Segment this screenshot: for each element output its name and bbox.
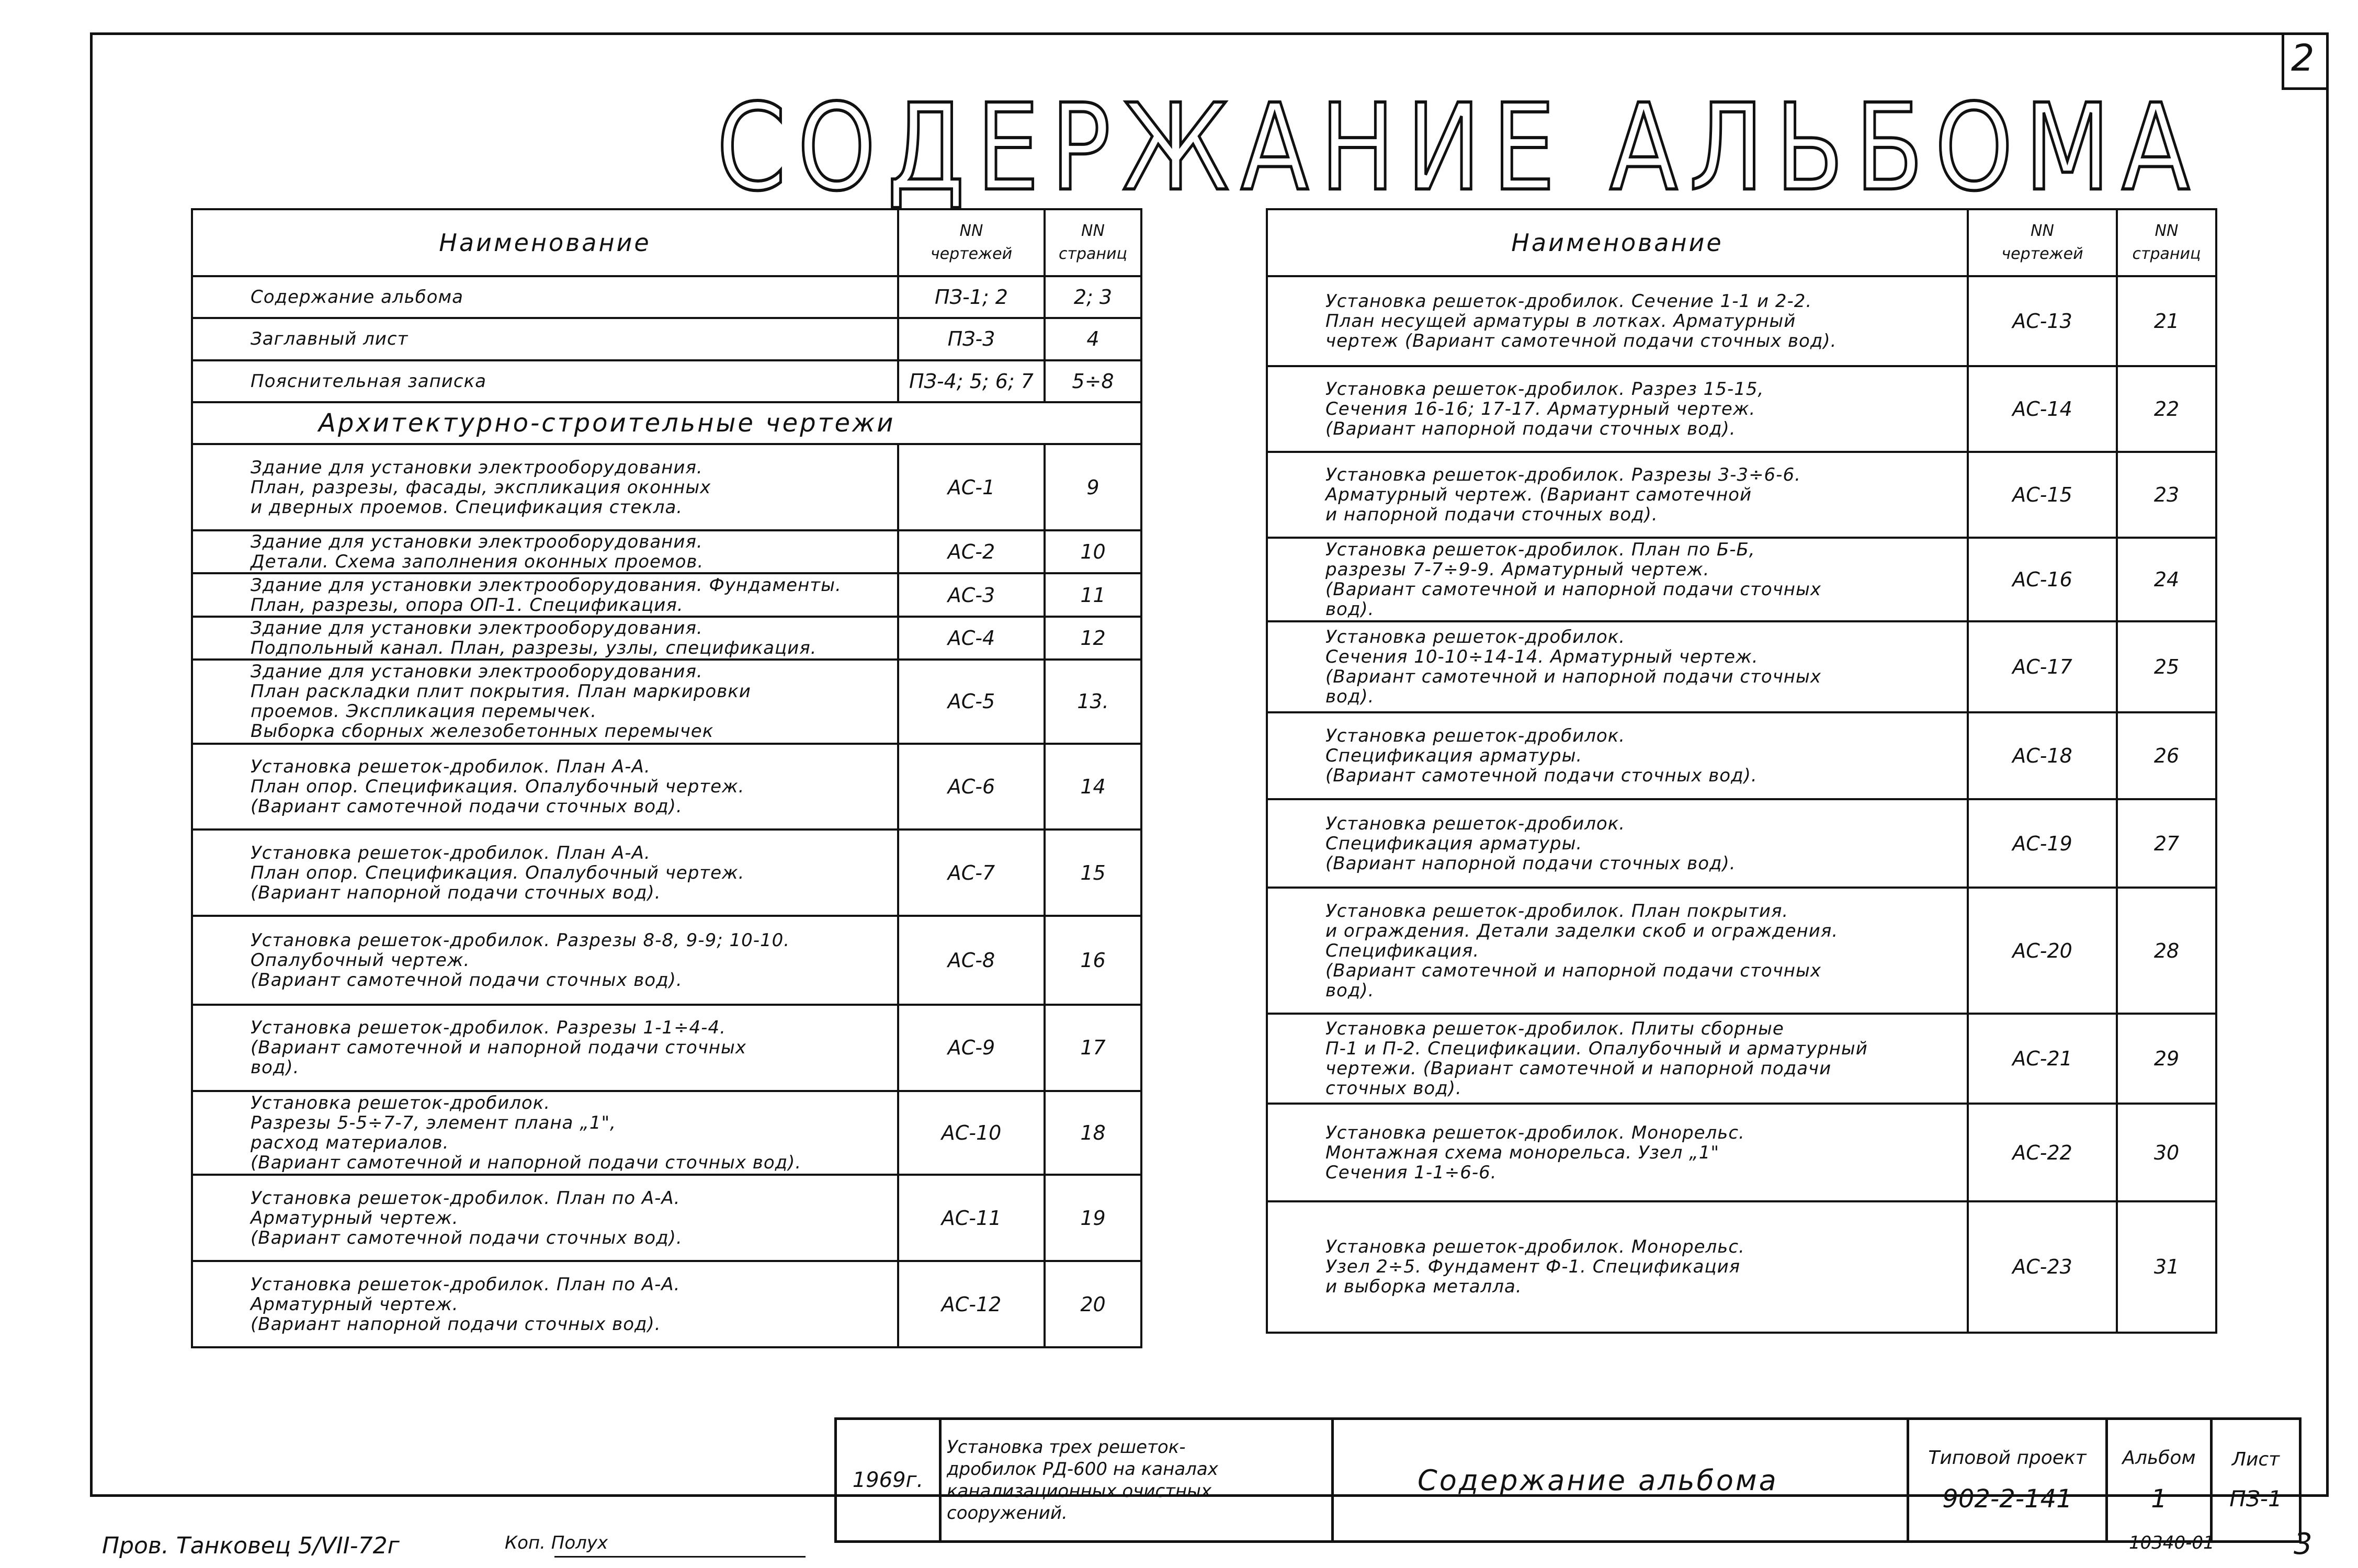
table-row	[192, 660, 1141, 744]
copied-signature: Коп. Полух	[505, 1532, 608, 1553]
row-name: Заглавный лист	[192, 318, 898, 360]
row-name: Установка решеток-дробилок. Разрезы 1-1÷4-4. (Вариант самотечной и напорной подачи сточных вод).	[192, 1005, 898, 1091]
table-row	[1267, 1014, 2216, 1104]
sheet-value: ПЗ-1	[2229, 1486, 2282, 1512]
header-pages: NN страниц	[2117, 209, 2216, 276]
row-page-number: 18	[1045, 1091, 1141, 1175]
row-drawing-number: АС-10	[898, 1091, 1045, 1175]
table-row	[192, 573, 1141, 616]
page-number: 3	[2294, 1527, 2312, 1561]
row-page-number: 10	[1045, 530, 1141, 573]
row-page-number: 26	[2117, 712, 2216, 799]
row-name: Пояснительная записка	[192, 360, 898, 402]
table-row	[1267, 621, 2216, 712]
row-drawing-number: АС-2	[898, 530, 1045, 573]
table-row	[1267, 799, 2216, 888]
row-page-number: 24	[2117, 538, 2216, 621]
row-name: Установка решеток-дробилок. Спецификация арматуры. (Вариант напорной подачи сточных вод).	[1267, 799, 1968, 888]
row-page-number: 31	[2117, 1201, 2216, 1333]
row-page-number: 14	[1045, 744, 1141, 830]
row-page-number: 13.	[1045, 660, 1141, 744]
table-row	[1267, 452, 2216, 538]
row-name: Установка решеток-дробилок. План А-А. План опор. Спецификация. Опалубочный чертеж. (Вариант самотечной подачи сточных вод).	[192, 744, 898, 830]
row-name: Установка решеток-дробилок. Разрезы 3-3÷6-6. Арматурный чертеж. (Вариант самотечной и напорной подачи сточных вод).	[1267, 452, 1968, 538]
header-name: Наименование	[1267, 209, 1968, 276]
row-name: Установка решеток-дробилок. План по А-А. Арматурный чертеж. (Вариант самотечной подачи сточных вод).	[192, 1175, 898, 1261]
table-row	[192, 830, 1141, 916]
table-row	[192, 916, 1141, 1005]
row-drawing-number: ПЗ-3	[898, 318, 1045, 360]
row-name: Содержание альбома	[192, 276, 898, 318]
row-name: Установка решеток-дробилок. План по А-А. Арматурный чертеж. (Вариант напорной подачи сточных вод).	[192, 1261, 898, 1347]
header-drawings: NN чертежей	[1968, 209, 2117, 276]
row-page-number: 22	[2117, 366, 2216, 452]
table-row	[192, 1091, 1141, 1175]
stamp-project-name: Установка трех решеток- дробилок РД-600 на каналах канализационных очистных сооружений.	[940, 1419, 1333, 1542]
page-title: СОДЕРЖАНИЕ АЛЬБОМА	[717, 78, 2202, 218]
row-drawing-number: ПЗ-1; 2	[898, 276, 1045, 318]
table-row	[1267, 366, 2216, 452]
section-heading: Архитектурно-строительные чертежи	[192, 402, 1141, 444]
row-name: Установка решеток-дробилок. Разрез 15-15, Сечения 16-16; 17-17. Арматурный чертеж. (Вариант напорной подачи сточных вод).	[1267, 366, 1968, 452]
row-name: Установка решеток-дробилок. Сечения 10-10÷14-14. Арматурный чертеж. (Вариант самотечной и напорной подачи сточных вод).	[1267, 621, 1968, 712]
row-drawing-number: АС-6	[898, 744, 1045, 830]
row-page-number: 27	[2117, 799, 2216, 888]
row-page-number: 28	[2117, 888, 2216, 1014]
row-drawing-number: АС-12	[898, 1261, 1045, 1347]
copied-underline	[554, 1556, 806, 1558]
table-row	[192, 617, 1141, 660]
row-name: Установка решеток-дробилок. Спецификация арматуры. (Вариант самотечной подачи сточных вод).	[1267, 712, 1968, 799]
row-page-number: 20	[1045, 1261, 1141, 1347]
row-name: Установка решеток-дробилок. План А-А. План опор. Спецификация. Опалубочный чертеж. (Вариант напорной подачи сточных вод).	[192, 830, 898, 916]
row-page-number: 15	[1045, 830, 1141, 916]
row-name: Установка решеток-дробилок. Сечение 1-1 и 2-2. План несущей арматуры в лотках. Арматурный чертеж (Вариант самотечной подачи сточных вод).	[1267, 276, 1968, 366]
table-row	[192, 360, 1141, 402]
stamp-sheet-title: Содержание альбома	[1333, 1419, 1908, 1542]
row-name: Здание для установки электрооборудования. План, разрезы, фасады, экспликация оконных и дверных проемов. Спецификация стекла.	[192, 444, 898, 530]
row-page-number: 21	[2117, 276, 2216, 366]
table-row	[192, 744, 1141, 830]
stamp-typical-project	[1908, 1419, 2107, 1542]
contents-table-right	[1266, 208, 2217, 1334]
row-drawing-number: АС-11	[898, 1175, 1045, 1261]
table-row	[192, 530, 1141, 573]
table-row	[1267, 538, 2216, 621]
table-row	[192, 1175, 1141, 1261]
table-row	[192, 444, 1141, 530]
table-row	[1267, 276, 2216, 366]
row-page-number: 25	[2117, 621, 2216, 712]
row-name: Установка решеток-дробилок. План покрытия. и ограждения. Детали заделки скоб и ограждения. Спецификация. (Вариант самотечной и напорной подачи сточных вод).	[1267, 888, 1968, 1014]
row-name: Установка решеток-дробилок. План по Б-Б, разрезы 7-7÷9-9. Арматурный чертеж. (Вариант самотечной и напорной подачи сточных вод).	[1267, 538, 1968, 621]
row-name: Установка решеток-дробилок. Монорельс. Монтажная схема монорельса. Узел „1" Сечения 1-1÷6-6.	[1267, 1104, 1968, 1201]
table-row	[192, 276, 1141, 318]
row-page-number: 17	[1045, 1005, 1141, 1091]
album-value: 1	[2151, 1484, 2167, 1514]
row-name: Установка решеток-дробилок. Монорельс. Узел 2÷5. Фундамент Ф-1. Спецификация и выборка металла.	[1267, 1201, 1968, 1333]
row-page-number: 29	[2117, 1014, 2216, 1104]
row-page-number: 16	[1045, 916, 1141, 1005]
row-drawing-number: АС-1	[898, 444, 1045, 530]
row-drawing-number: ПЗ-4; 5; 6; 7	[898, 360, 1045, 402]
table-row	[1267, 712, 2216, 799]
table-row	[1267, 1104, 2216, 1201]
row-name: Установка решеток-дробилок. Плиты сборные П-1 и П-2. Спецификации. Опалубочный и арматурный чертежи. (Вариант самотечной и напорной подачи сточных вод).	[1267, 1014, 1968, 1104]
row-drawing-number: АС-14	[1968, 366, 2117, 452]
row-page-number: 4	[1045, 318, 1141, 360]
title-block	[834, 1417, 2302, 1543]
row-name: Здание для установки электрооборудования. Фундаменты. План, разрезы, опора ОП-1. Спецификация.	[192, 573, 898, 616]
row-drawing-number: АС-19	[1968, 799, 2117, 888]
album-label: Альбом	[2122, 1447, 2196, 1469]
row-page-number: 19	[1045, 1175, 1141, 1261]
row-drawing-number: АС-9	[898, 1005, 1045, 1091]
row-page-number: 11	[1045, 573, 1141, 616]
header-name: Наименование	[192, 209, 898, 276]
row-name: Здание для установки электрооборудования. План раскладки плит покрытия. План маркировки проемов. Экспликация перемычек. Выборка сборных железобетонных перемычек	[192, 660, 898, 744]
row-name: Установка решеток-дробилок. Разрезы 8-8, 9-9; 10-10. Опалубочный чертеж. (Вариант самотечной подачи сточных вод).	[192, 916, 898, 1005]
sheet-number: 2	[2291, 37, 2315, 79]
row-name: Здание для установки электрооборудования. Детали. Схема заполнения оконных проемов.	[192, 530, 898, 573]
row-drawing-number: АС-16	[1968, 538, 2117, 621]
header-pages: NN страниц	[1045, 209, 1141, 276]
header-drawings: NN чертежей	[898, 209, 1045, 276]
row-page-number: 30	[2117, 1104, 2216, 1201]
table-row	[1267, 1201, 2216, 1333]
table-row	[192, 1261, 1141, 1347]
row-drawing-number: АС-15	[1968, 452, 2117, 538]
row-drawing-number: АС-23	[1968, 1201, 2117, 1333]
row-page-number: 2; 3	[1045, 276, 1141, 318]
row-page-number: 12	[1045, 617, 1141, 660]
row-drawing-number: АС-22	[1968, 1104, 2117, 1201]
row-page-number: 9	[1045, 444, 1141, 530]
row-drawing-number: АС-13	[1968, 276, 2117, 366]
row-drawing-number: АС-21	[1968, 1014, 2117, 1104]
row-drawing-number: АС-5	[898, 660, 1045, 744]
row-drawing-number: АС-20	[1968, 888, 2117, 1014]
table-row	[192, 318, 1141, 360]
table-row	[1267, 888, 2216, 1014]
row-drawing-number: АС-4	[898, 617, 1045, 660]
sheet-label: Лист	[2231, 1449, 2280, 1470]
contents-table-left	[191, 208, 1142, 1348]
row-name: Здание для установки электрооборудования. Подпольный канал. План, разрезы, узлы, спецификация.	[192, 617, 898, 660]
row-drawing-number: АС-18	[1968, 712, 2117, 799]
stamp-year: 1969г.	[836, 1419, 940, 1542]
typical-project-label: Типовой проект	[1928, 1447, 2087, 1469]
row-page-number: 5÷8	[1045, 360, 1141, 402]
row-page-number: 23	[2117, 452, 2216, 538]
row-drawing-number: АС-7	[898, 830, 1045, 916]
row-drawing-number: АС-17	[1968, 621, 2117, 712]
checked-signature: Пров. Танковец 5/VII-72г	[102, 1532, 400, 1559]
archive-number: 10340-01	[2129, 1532, 2215, 1553]
typical-project-value: 902-2-141	[1942, 1484, 2072, 1514]
row-drawing-number: АС-3	[898, 573, 1045, 616]
row-drawing-number: АС-8	[898, 916, 1045, 1005]
row-name: Установка решеток-дробилок. Разрезы 5-5÷7-7, элемент плана „1", расход материалов. (Вариант самотечной и напорной подачи сточных вод).	[192, 1091, 898, 1175]
table-row	[192, 1005, 1141, 1091]
stamp-sheet	[2212, 1419, 2300, 1542]
stamp-album	[2107, 1419, 2212, 1542]
